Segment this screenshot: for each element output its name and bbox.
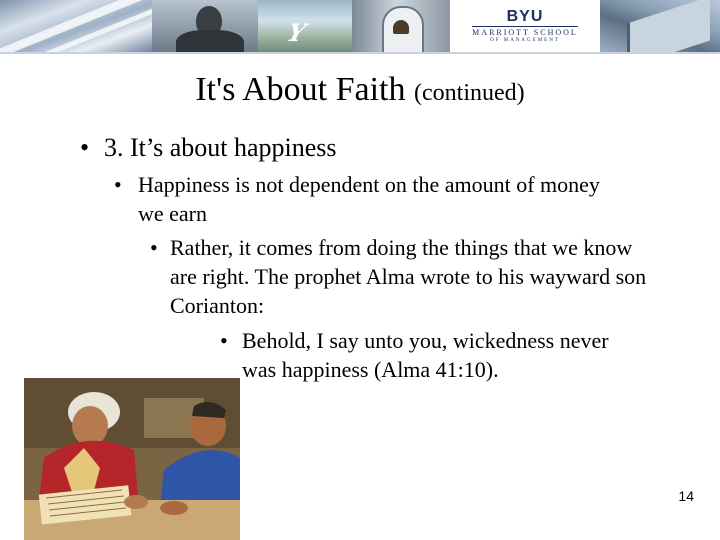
bullet-text: 3. It’s about happiness xyxy=(104,133,337,162)
bullet-text: Behold, I say unto you, wickedness never was happiness (Alma 41:10). xyxy=(242,328,609,382)
slide-title xyxy=(0,70,720,113)
bullet-icon: • xyxy=(220,328,228,353)
bullet-icon: • xyxy=(80,133,90,162)
banner-photo-bell xyxy=(352,0,450,52)
banner-photo-statue xyxy=(152,0,258,52)
banner-photo-mountain-y: Y xyxy=(258,0,352,52)
bullet-text: Rather, it comes from doing the things that we know are right. The prophet Alma wrote to his wayward son Corianton: xyxy=(170,235,647,318)
logo-management: OF MANAGEMENT xyxy=(490,37,560,43)
header-banner xyxy=(0,0,720,54)
bullet-level-2 xyxy=(114,170,608,228)
bullet-icon: • xyxy=(114,172,122,197)
bullet-text: Happiness is not dependent on the amount of money we earn xyxy=(138,172,600,226)
bullet-level-1 xyxy=(80,132,664,164)
alma-corianton-painting xyxy=(24,378,240,540)
banner-photo-abstract xyxy=(0,0,152,52)
bullet-level-3 xyxy=(150,233,650,320)
logo-marriott-school: MARRIOTT SCHOOL xyxy=(472,27,578,37)
logo-byu: BYU xyxy=(506,7,544,25)
title-sub: (continued) xyxy=(414,80,525,106)
bullet-level-4 xyxy=(220,326,622,384)
page-number: 14 xyxy=(678,488,694,504)
banner-photo-building xyxy=(600,0,720,52)
painting-illustration xyxy=(24,378,240,540)
bullet-icon: • xyxy=(150,235,158,260)
byu-marriott-logo xyxy=(450,0,600,52)
title-main: It's About Faith xyxy=(195,71,406,108)
